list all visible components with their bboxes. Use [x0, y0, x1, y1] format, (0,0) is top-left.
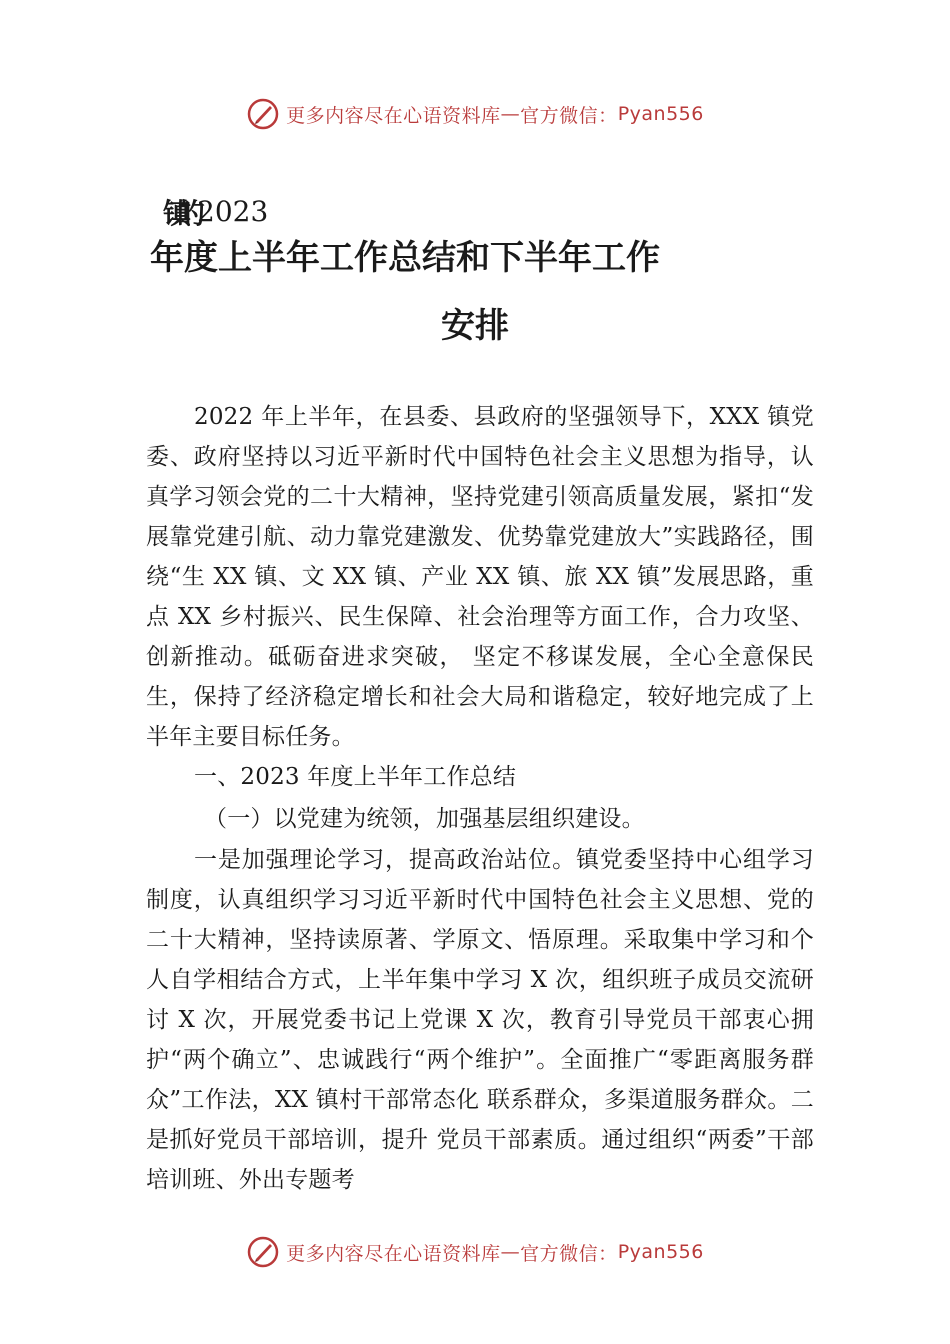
banner-wechat-label: 官方微信：	[520, 104, 618, 127]
subsection-heading-1: （一）以党建为统领，加强基层组织建设。	[204, 806, 645, 832]
title-line-1: 年度上半年工作总结和下半年工作	[150, 238, 660, 278]
title-line-2: 安排	[441, 306, 509, 346]
body-paragraph-intro: 2022 年上半年，在县委、县政府的坚强领导下，XXX 镇党委、政府坚持以习近平新时代中国特色社会主义思想为指导，认真学习领会党的二十大精神，坚持党建引领高质量发展，紧扣“发展靠党建引航、动力靠党建激发、优势靠党建放大”实践路径，围绕“生 XX 镇、文 XX 镇、产业 XX 镇、旅 XX 镇”发展思路，重点 XX 乡村振兴、民生保障、社会治理等方面工作，合力攻坚、创新推动。砥砺奋进求突破， 坚定不移谋发展，全心全意保民生，保持了经济稳定增长和社会大局和谐稳定，较好地完成了上半年主要目标任务。	[146, 404, 814, 750]
banner-dash: —	[500, 103, 521, 125]
banner-wechat-id: Pyan556	[617, 1241, 704, 1263]
banner-wechat-id: Pyan556	[617, 103, 704, 125]
body-paragraph-party-building: 一是加强理论学习，提高政治站位。镇党委坚持中心组学习制度，认真组织学习习近平新时代中国特色社会主义思想、党的二十大精神，坚持读原著、学原文、悟原理。采取集中学习和个人自学相结合方式，上半年集中学习 X 次，组织班子成员交流研讨 X 次，开展党委书记上党课 X 次，教育引导党员干部衷心拥护“两个确立”、忠诚践行“两个维护”。全面推广“零距离服务群众”工作法，XX 镇村干部常态化 联系群众，多渠道服务群众。二是抓好党员干部培训，提升 党员干部素质。通过组织“两委”干部培训班、外出专题考	[146, 847, 814, 1193]
section-heading-1: 一、2023 年度上半年工作总结	[194, 764, 517, 790]
title-prefix: 镇的	[163, 197, 192, 230]
watermark-banner-bottom	[0, 1232, 950, 1272]
watermark-banner-top	[0, 94, 950, 134]
banner-wechat-label: 官方微信：	[520, 1242, 618, 1265]
banner-text: 更多内容尽在心语资料库	[286, 1242, 501, 1265]
banner-dash: —	[500, 1241, 521, 1263]
pen-logo-icon	[246, 97, 280, 131]
banner-text: 更多内容尽在心语资料库	[286, 104, 501, 127]
pen-logo-icon	[246, 1235, 280, 1269]
title-year: 2023	[197, 195, 269, 228]
